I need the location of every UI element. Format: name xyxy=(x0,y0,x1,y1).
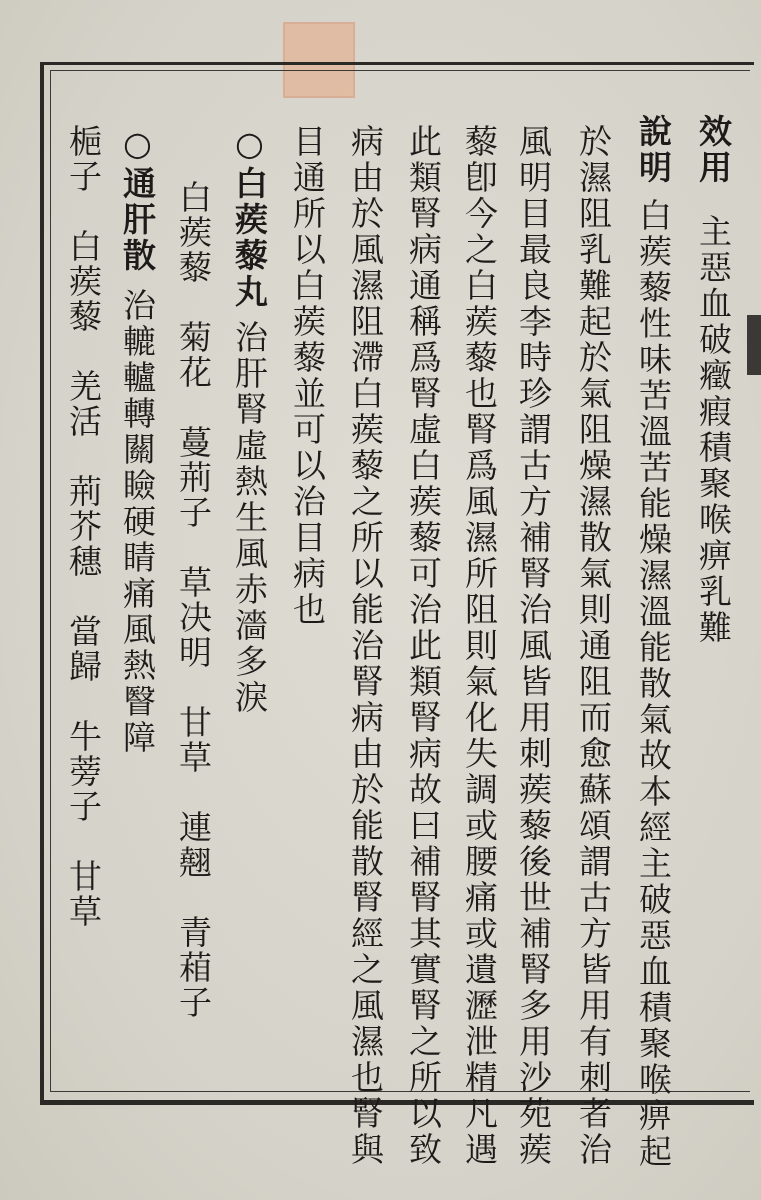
section-label-effect: 效用 xyxy=(694,114,733,186)
column-text: 於濕阻乳難起於氣阻燥濕散氣則通阻而愈蘇頌謂古方皆用有刺者治 xyxy=(574,124,613,1168)
column-11 xyxy=(117,124,157,756)
section-label-explanation: 說明 xyxy=(634,114,673,186)
column-5 xyxy=(459,124,499,1168)
column-text: 白蒺藜性味苦溫苦能燥濕溫能散氣故本經主破惡血積聚喉痹起 xyxy=(634,198,673,1170)
column-12-ingredients xyxy=(63,124,103,929)
column-text: 此類腎病通稱爲腎虛白蒺藜可治此類腎病故曰補腎其實腎之所以致 xyxy=(404,124,443,1168)
column-6 xyxy=(403,124,443,1168)
page-edge-mark xyxy=(747,315,761,375)
column-text: 藜卽今之白蒺藜也腎爲風濕所阻則氣化失調或腰痛或遺瀝泄精凡遇 xyxy=(460,124,499,1168)
column-10-ingredients xyxy=(173,180,213,1020)
column-text: 病由於風濕阻滯白蒺藜之所以能治腎病由於能散腎經之風濕也腎與 xyxy=(346,124,385,1168)
formula-title-baijili-wan: ○白蒺藜丸 xyxy=(230,124,269,310)
column-4 xyxy=(513,124,553,1168)
column-text: 治肝腎虛熱生風赤濇多淚 xyxy=(230,320,269,716)
column-2 xyxy=(633,114,673,1170)
column-3 xyxy=(573,124,613,1168)
column-8 xyxy=(287,124,327,628)
column-9 xyxy=(229,124,269,716)
ingredient-list: 梔子 白蒺藜 羌活 荊芥穗 當歸 牛蒡子 甘草 xyxy=(64,124,103,929)
ingredient-list: 白蒺藜 菊花 蔓荊子 草决明 甘草 連翹 青葙子 xyxy=(174,180,213,1020)
column-text: 主惡血破癥瘕積聚喉痹乳難 xyxy=(694,214,733,646)
column-text: 風明目最良李時珍謂古方補腎治風皆用刺蒺藜後世補腎多用沙苑蒺 xyxy=(514,124,553,1168)
formula-title-tonggan-san: ○通肝散 xyxy=(118,124,157,274)
column-1 xyxy=(693,114,733,646)
column-7 xyxy=(345,124,385,1168)
column-text: 治轆轤轉關瞼硬睛痛風熱瞖障 xyxy=(118,288,157,756)
column-text: 目通所以白蒺藜並可以治目病也 xyxy=(288,124,327,628)
